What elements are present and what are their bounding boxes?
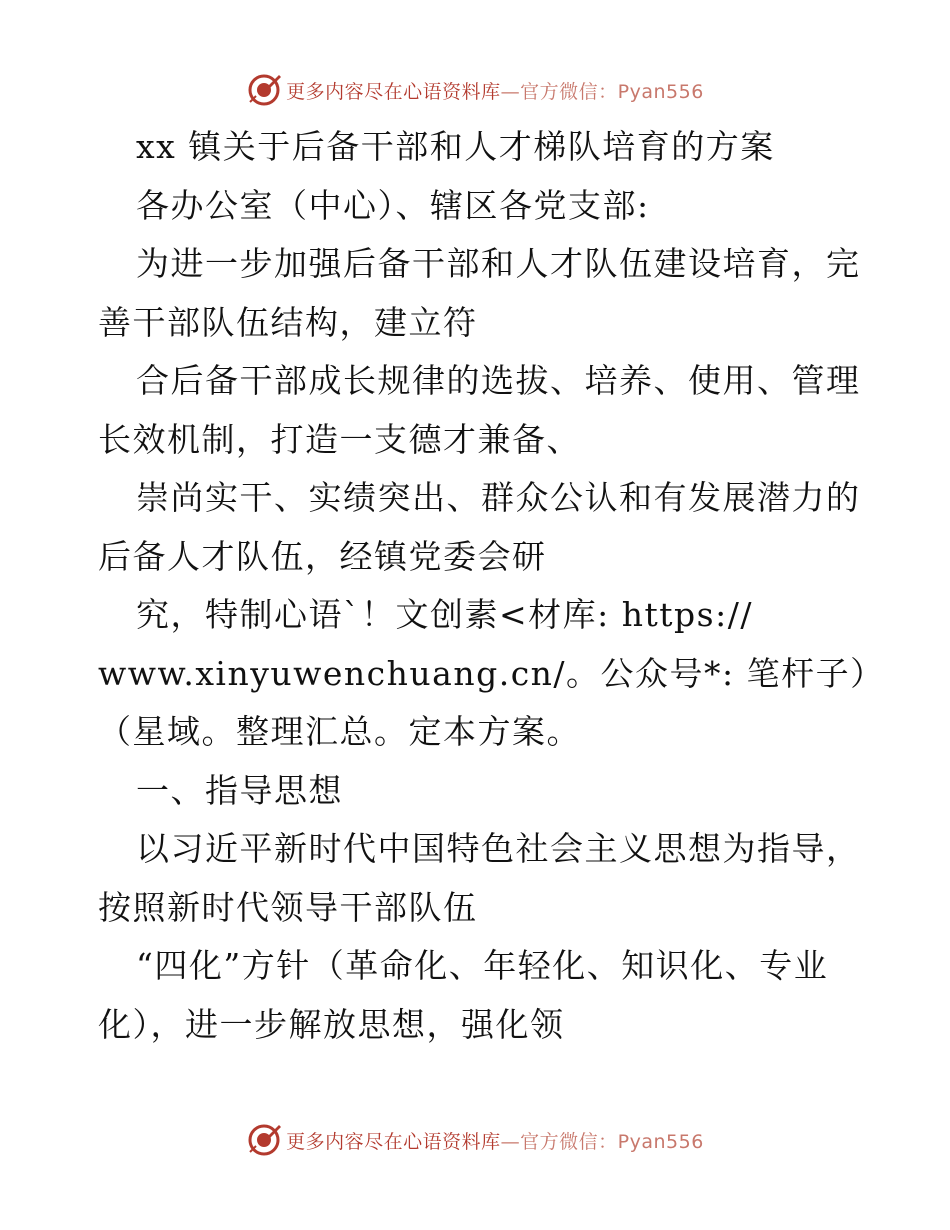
paragraph-line: 为进一步加强后备干部和人才队伍建设培育，完 [136,244,861,283]
banner-separator: — [500,1130,521,1153]
paragraph-line: 崇尚实干、实绩突出、群众公认和有发展潜力的 [136,478,861,517]
pen-logo-icon [246,72,282,108]
header-watermark-banner [0,70,950,110]
paragraph-line: 善干部队伍结构，建立符 [98,302,478,342]
paragraph-line: 究，特制心语`！文创素<材库: https:// [136,595,753,634]
paragraph-line: www.xinyuwenchuang.cn/。公众号*: 笔杆子） [98,653,885,693]
banner-text [286,77,704,104]
banner-main-text: 更多内容尽在心语资料库 [286,1130,501,1153]
salutation-line: 各办公室（中心）、辖区各党支部: [136,185,650,225]
banner-separator: — [500,80,521,103]
paragraph-line: 合后备干部成长规律的选拔、培养、使用、管理 [136,361,861,400]
document-body [98,118,885,1054]
paragraph-line: （星域。整理汇总。定本方案。 [98,712,581,751]
paragraph-line: “四化”方针（革命化、年轻化、知识化、专业 [136,946,829,985]
banner-wechat-text: 官方微信：Pyan556 [520,1130,704,1153]
document-title: xx 镇关于后备干部和人才梯队培育的方案 [136,127,775,166]
pen-logo-icon [246,1122,282,1158]
paragraph-line: 以习近平新时代中国特色社会主义思想为指导， [136,829,861,868]
section-heading: 一、指导思想 [136,770,343,810]
paragraph-line: 按照新时代领导干部队伍 [98,887,478,927]
paragraph-line: 后备人才队伍，经镇党委会研 [98,536,547,576]
paragraph-line: 化），进一步解放思想，强化领 [98,1004,565,1044]
paragraph-line: 长效机制，打造一支德才兼备、 [98,419,581,459]
banner-wechat-text: 官方微信：Pyan556 [520,80,704,103]
banner-main-text: 更多内容尽在心语资料库 [286,80,501,103]
footer-watermark-banner [0,1120,950,1160]
banner-text [286,1127,704,1154]
